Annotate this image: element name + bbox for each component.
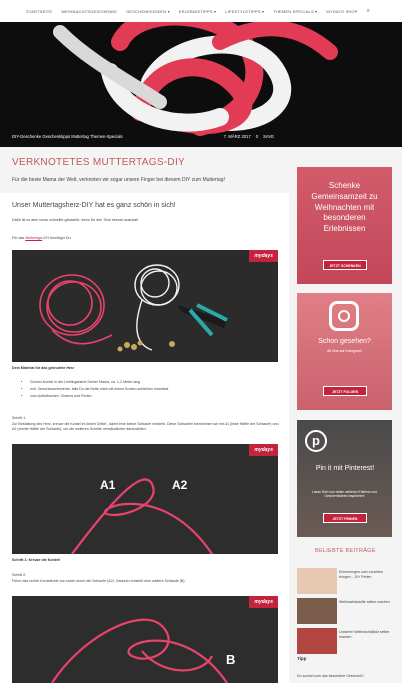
nav-item-erlebnistipps[interactable]: ERLEBNISTIPPS ▾: [178, 8, 217, 14]
post-date: 7. MÄRZ 2017: [223, 134, 251, 139]
step2-title: Schritt 2:: [12, 573, 27, 577]
materials-list: [30, 379, 168, 400]
popular-item[interactable]: [297, 628, 392, 654]
instagram-promo[interactable]: [297, 293, 392, 410]
list-item: • zum Aufhübschen: Charms und Perlen: [30, 393, 168, 400]
comment-count[interactable]: 0: [255, 134, 259, 139]
step2-text: Führe das rechte Kordelende von unten durch die Schlaufe (A2). Dadurch entsteht eine weitere Schlaufe (B).: [12, 579, 186, 583]
instagram-title: Schon gesehen?: [318, 338, 371, 345]
nav-item-mydays-shop[interactable]: MYDAYS SHOP: [326, 8, 358, 14]
step2-photo: [12, 596, 278, 683]
label-a2: A2: [172, 478, 188, 492]
popular-thumb: [297, 568, 337, 594]
gift-question: Du suchst noch das besondere Geschenk?: [297, 674, 364, 678]
top-nav: [0, 0, 402, 22]
pin-button[interactable]: JETZT PINNEN: [323, 513, 367, 523]
popular-title[interactable]: Erinnerungen zum Leuchten bringen – DIY Perlen: [339, 570, 383, 579]
post-subtitle: Unser Muttertagsherz-DIY hat es ganz schön in sich!: [12, 202, 176, 209]
popular-heading: BELIEBTE BEITRÄGE: [315, 548, 376, 554]
post-lead: Für die beste Mama der Welt, verknoten wir sogar unsere Finger bei diesem DIY zum Muttertag!: [12, 177, 225, 183]
mydays-logo: mydays: [249, 250, 278, 262]
popular-title[interactable]: Leckeren Weihnachtslikör selber machen: [339, 630, 390, 639]
step1-photo: [12, 444, 278, 554]
follow-button[interactable]: JETZT FOLGEN: [323, 386, 367, 396]
popular-title[interactable]: Weihnachtsstuffe selber machen: [339, 600, 390, 604]
instagram-icon: [329, 301, 359, 331]
mydays-logo: mydays: [249, 444, 278, 456]
pinterest-promo[interactable]: [297, 420, 392, 537]
step1-text: Zur Bestaltung des Herz, kreuze die Kordel im linken Drittel , damit eine kleine Schlaufe entsteht. Diese Schlaufen bezeichnen wir mit A1 (linke Hälfte der Schlaufe) und A2 (rechte Hälfte der Schlaufe), um die weiteren Schritte verständlicher darzustellen.: [12, 422, 279, 432]
nav-item-geschenkeideen[interactable]: GESCHENKEIDEEN ▾: [126, 8, 170, 14]
hero-image: [0, 22, 402, 147]
step1-title: Schritt 1:: [12, 416, 27, 420]
tip-label: Tipp: [297, 656, 307, 661]
page-title: VERKNOTETES MUTTERTAGS-DIY: [12, 157, 185, 168]
mydays-logo: mydays: [249, 596, 278, 608]
pinterest-icon: p: [305, 430, 327, 452]
muttertag-link[interactable]: Muttertags: [25, 236, 43, 240]
list-item: • evtl. Verschlusselemente, falls Du die Kette nicht mit einem Knoten schließen möchtest: [30, 386, 168, 393]
popular-item[interactable]: [297, 568, 392, 594]
post-meta: [224, 134, 274, 139]
popular-item[interactable]: [297, 598, 392, 624]
nav-item-weihnachtsgeschenke[interactable]: WEIHNACHTSGESCHENKE: [61, 8, 118, 14]
instagram-sub: All eine auf Instagram!: [327, 349, 362, 353]
intro-text: Dafür ist es aber umso schneller gebastelt, wenn Du den Trick einmal raushast!: [12, 218, 139, 222]
gift-card-promo[interactable]: [297, 167, 392, 284]
breadcrumb[interactable]: DIY-Geschenke Geschenktipps Muttertag Themen-Specials: [12, 134, 123, 139]
save-button[interactable]: SAVE: [263, 134, 274, 139]
search-icon[interactable]: ⌕: [366, 7, 371, 14]
label-b: B: [226, 652, 236, 667]
pinterest-title: Pin it mit Pinterest!: [315, 465, 375, 472]
photo-caption-2: Schritt 1: Kreuze die Kordel!: [12, 558, 61, 562]
nav-item-lifestyletipps[interactable]: LIFESTYLETIPPS ▾: [225, 8, 265, 14]
title-bar: [0, 147, 289, 193]
need-suffix: -DIY benötigst Du:: [42, 236, 72, 240]
pinterest-sub: Lasse Dich von vielen weiteren Erlebnis und Geschenkideen inspirieren!: [312, 490, 377, 499]
nav-item-startseite[interactable]: STARTSEITE: [26, 8, 53, 14]
need-prefix: Für das: [12, 236, 26, 240]
need-text: [12, 236, 71, 241]
popular-thumb: [297, 598, 337, 624]
gift-now-button[interactable]: JETZT SCHENKEN: [323, 260, 367, 270]
photo-caption-1: Dein Material für das geknotete Herz: [12, 366, 75, 370]
popular-thumb: [297, 628, 337, 654]
list-item: • Gummi-Kordel in der Lieblingsfarbe Deiner Mama, ca. 1-2 Meter lang: [30, 379, 168, 386]
gift-card-title: Schenke Gemeinsamzeit zu Weihnachten mit besonderen Erlebnissen: [311, 181, 378, 234]
label-a1: A1: [100, 478, 116, 492]
nav-item-themen-specials[interactable]: THEMEN SPECIALS ▾: [273, 8, 318, 14]
material-photo: [12, 250, 278, 362]
